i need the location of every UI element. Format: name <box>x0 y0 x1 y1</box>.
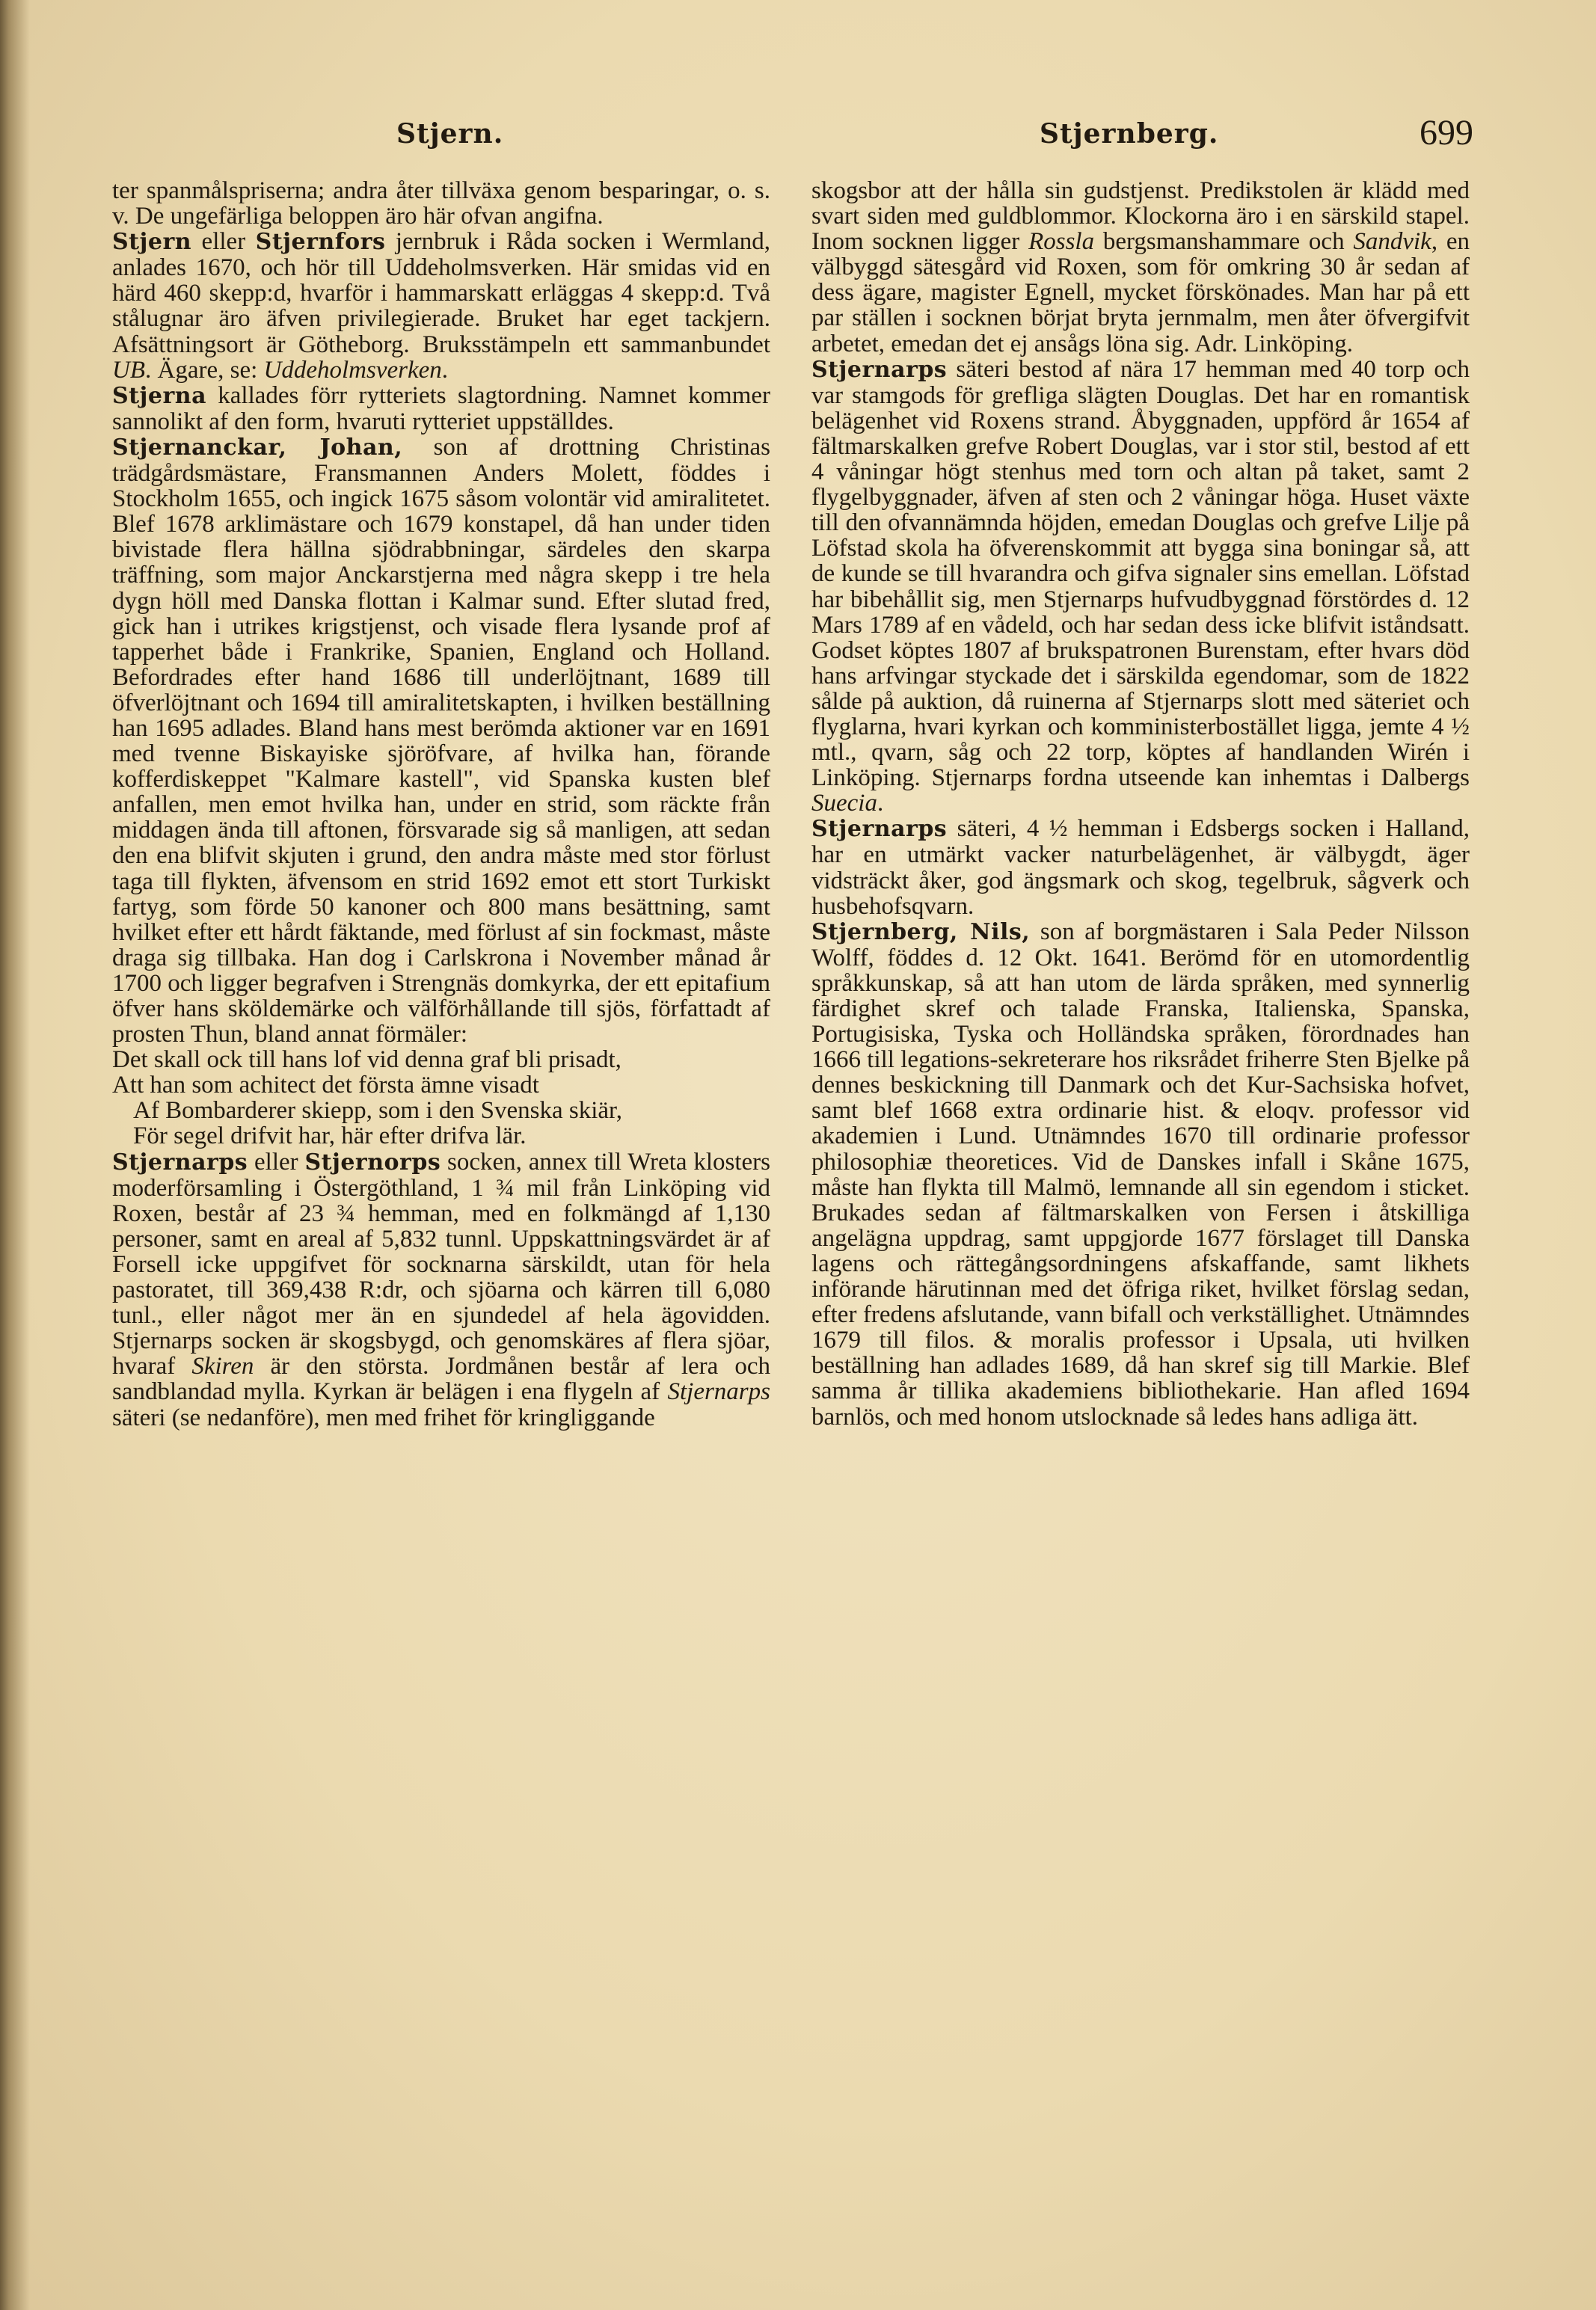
entry-italic: UB <box>112 356 145 384</box>
continuation-text: ter spanmålspriserna; andra åter tillväxa genom besparingar, o. s. v. De ungefärliga beloppen äro här ofvan angifna. <box>112 177 770 230</box>
entry-italic: Rossla <box>1028 228 1095 256</box>
headword: Stjern <box>112 229 192 256</box>
entry-text: eller <box>191 228 256 256</box>
entry-stjern <box>112 229 770 383</box>
continuation-text <box>811 178 1470 357</box>
headword: Stjernanckar, Johan, <box>112 434 403 461</box>
headword: Stjernarps <box>811 816 948 843</box>
entry-stjernarps-sateri <box>811 357 1470 817</box>
entry-text: säteri, 4 ½ hemman i Edsbergs socken i Halland, har en utmärkt vacker naturbelägenhet, är välbygdt, äger vidsträckt åker, god ängsmark och skog, tegelbruk, sågverk och husbehofsqvarn. <box>811 815 1470 920</box>
entry-text: , en välbyggd sätesgård vid Roxen, som för omkring 30 år sedan af dess ägare, magister Egnell, mycket förskönades. Man har på ett par ställen i socknen börjat bryta jernmalm, men åter öfvergifvit arbetet, emedan det ej ansågs löna sig. Adr. Linköping. <box>811 228 1470 357</box>
verse-line: Af Bombarderer skiepp, som i den Svenska skiär, <box>133 1097 622 1125</box>
entry-text: jernbruk i Råda socken i Wermland, anlades 1670, och hör till Uddeholmsverken. Här smidas vid en härd 460 skepp:d, hvarför i hammarskatt erläggas 4 skepp:d. Två stålugnar äro äfven privilegierade. Bruket har eget tackjern. Afsättningsort är Götheborg. Bruksstämpeln ett sammanbundet <box>112 228 770 358</box>
headword: Stjernarps <box>811 356 948 383</box>
entry-text: är den största. Jordmånen består af lera och sandblandad mylla. Kyrkan är belägen i ena flygeln af <box>112 1353 770 1406</box>
entry-text: säteri (se nedanföre), men med frihet för kringliggande <box>112 1404 655 1431</box>
page-header <box>112 113 1473 163</box>
entry-text: kallades förr rytteriets slagtordning. Namnet kommer sannolikt af den form, hvaruti rytteriet uppställdes. <box>112 381 770 435</box>
entry-text: . Ägare, se: <box>145 356 264 384</box>
headword: Stjernberg, Nils, <box>811 918 1031 945</box>
entry-stjernarps-halland <box>811 816 1470 918</box>
entry-italic: Suecia <box>811 790 877 817</box>
entry-text: eller <box>248 1148 305 1176</box>
verse-line: Det skall ock till hans lof vid denna graf bli prisadt, <box>112 1046 621 1074</box>
left-column <box>112 178 770 1431</box>
headword: Stjernorps <box>304 1149 441 1176</box>
entry-text: bergsmanshammare och <box>1094 228 1354 256</box>
entry-stjernarps-socken <box>112 1149 770 1431</box>
entry-italic: Sandvik <box>1353 228 1431 256</box>
entry-text: son af borgmästaren i Sala Peder Nilsson Wolff, föddes d. 12 Okt. 1641. Berömd för en utomordentlig språkkunskap, så att han utom de lärda språken, med synnerlig färdighet skref och talade Franska, Italienska, Spanska, Portugisiska, Tyska och Holländska språken, förordnades han 1666 till legations-sekreterare hos riksrådet friherre Sten Bjelke på dennes beskickning till Danmark och det Kur-Sachsiska hofvet, samt blef 1668 extra ordinarie hist. & eloqv. professor vid akademien i Lund. Utnämndes 1670 till ordinarie professor philosophiæ theoretices. Vid de Danskes infall i Skåne 1675, måste han flykta till Malmö, lemnande all sin egendom i sticket. Brukades sedan af fältmarskalken von Fersen i åtskilliga angelägna uppdrag, samt uppgjorde 1677 förslaget till Danska lagens och rättegångsordningens afskaffande, samt likhets införande härutinnan med det öfriga riket, hvilket förslag sedan, efter fredens afslutande, vann bifall och verkställighet. Utnämndes 1679 till filos. & moralis professor i Upsala, uti hvilken beställning han adlades 1689, då han skref sig till Markie. Blef samma år tillika akademiens bibliothekarie. Han afled 1694 barnlös, och med honom utslocknade så ledes hans adliga ätt. <box>811 918 1470 1431</box>
entry-text: . <box>877 790 884 817</box>
entry-stjernberg <box>811 919 1470 1430</box>
entry-text: son af drottning Christinas trädgårdsmästare, Fransmannen Anders Molett, föddes i Stockholm 1655, och ingick 1675 såsom volontär vid amiralitetet. Blef 1678 arklimästare och 1679 konstapel, då han under tiden bivistade flera hällna sjödrabbningar, särdeles den skarpa träffning, som major Anckarstjerna med några skepp i tre hela dygn höll med Danska flottan i Kalmar sund. Efter slutad fred, gick han i utrikes krigstjenst, och visade flera lysande prof af tapperhet både i Frankrike, Spanien, England och Holland. Befordrades efter hand 1686 till underlöjtnant, 1689 till öfverlöjtnant och 1694 till amiralitetskapten, i hvilken beställning han 1695 adlades. Bland hans mest berömda aktioner var en 1691 med tvenne Biskayiske sjöröfvare, af hvilka han, förande kofferdiskeppet "Kalmare kastell", vid Spanska kusten blef anfallen, men emot hvilka han, under en strid, som räckte från middagen ända till aftonen, försvarade sig så manligen, att sedan den ena blifvit skjuten i grund, den andra måste med stor förlust taga till flykten, äfvensom en strid 1692 emot ett stort Turkiskt fartyg, som förde 50 kanoner och 800 mans besättning, samt hvilket efter ett hårdt fäktande, med förlust af sin fockmast, måste draga sig tillbaka. Han dog i Carlskrona i November månad år 1700 och ligger begrafven i Strengnäs domkyrka, der ett epitafium öfver hans sköldemärke och välförhållande till sjös, författadt af prosten Thun, bland annat förmäler: <box>112 433 771 1048</box>
entry-italic: Stjernarps <box>667 1378 770 1406</box>
entry-text: . <box>441 356 449 384</box>
verse-line: Att han som achitect det första ämne visadt <box>112 1072 539 1099</box>
entry-italic: Uddeholmsverken <box>263 356 442 384</box>
entry-italic: Skiren <box>191 1353 254 1380</box>
entry-text: socken, annex till Wreta klosters moderförsamling i Östergöthland, 1 ¾ mil från Linköping vid Roxen, består af 23 ¾ hemman, med en folkmängd af 1,130 personer, samt en areal af 5,832 tunnl. Uppskattningsvärdet är af Forsell icke uppgifvet för socknarna särskildt, utan för hela pastoratet, till 369,438 R:dr, och sjöarna och kärren till 6,080 tunl., eller något mer än en sjundedel af hela ägovidden. Stjernarps socken är skogsbygd, och genomskäres af flera sjöar, hvaraf <box>112 1148 770 1380</box>
running-head-left: Stjern. <box>396 118 504 150</box>
binding-shadow <box>0 0 30 2310</box>
headword: Stjernfors <box>255 229 386 256</box>
running-head-right: Stjernberg. <box>1040 118 1219 150</box>
entry-stjernanckar <box>112 434 770 1047</box>
entry-text: skogsbor att der hålla sin gudstjenst. Predikstolen är klädd med svart siden med guldblommor. Klockorna äro i en särskild stapel. Inom socknen ligger <box>811 177 1470 256</box>
entry-text: säteri bestod af nära 17 hemman med 40 torp och var stamgods för grefliga slägten Douglas. Det har en romantisk belägenhet vid Roxens strand. Åbyggnaden, uppförd år 1654 af fältmarskalken grefve Robert Douglas, var i stor stil, bestod af ett 4 våningar högt stenhus med torn och altan på taket, samt 2 flygelbyggnader, äfven af sten och 2 våningar höga. Huset växte till den ofvannämnda höjden, emedan Douglas och grefve Lilje på Löfstad skola ha öfverenskommit att bygga sina boningar så, att de kunde se till hvarandra och gifva signaler sins emellan. Löfstad har bibehållit sig, men Stjernarps hufvudbyggnad förstördes d. 12 Mars 1789 af en vådeld, och har sedan dess icke blifvit iståndsatt. Godset köptes 1807 af brukspatronen Burenstam, efter hvars död hans arfvingar styckade det i särskilda egendomar, som de 1822 sålde på auktion, då ruinerna af Stjernarps slott med säteriet och flyglarna, hvari kyrkan och komministerbostället ligga, jemte 4 ½ mtl., qvarn, såg och 22 torp, köptes af handlanden Wirén i Linköping. Stjernarps fordna utseende kan inhemtas i Dalbergs <box>811 355 1470 792</box>
verse-line: För segel drifvit har, här efter drifva lär. <box>133 1122 527 1150</box>
headword: Stjernarps <box>112 1149 248 1176</box>
right-column <box>811 178 1470 1430</box>
headword: Stjerna <box>112 382 207 409</box>
entry-stjerna <box>112 383 770 434</box>
page-number: 699 <box>1419 113 1473 153</box>
